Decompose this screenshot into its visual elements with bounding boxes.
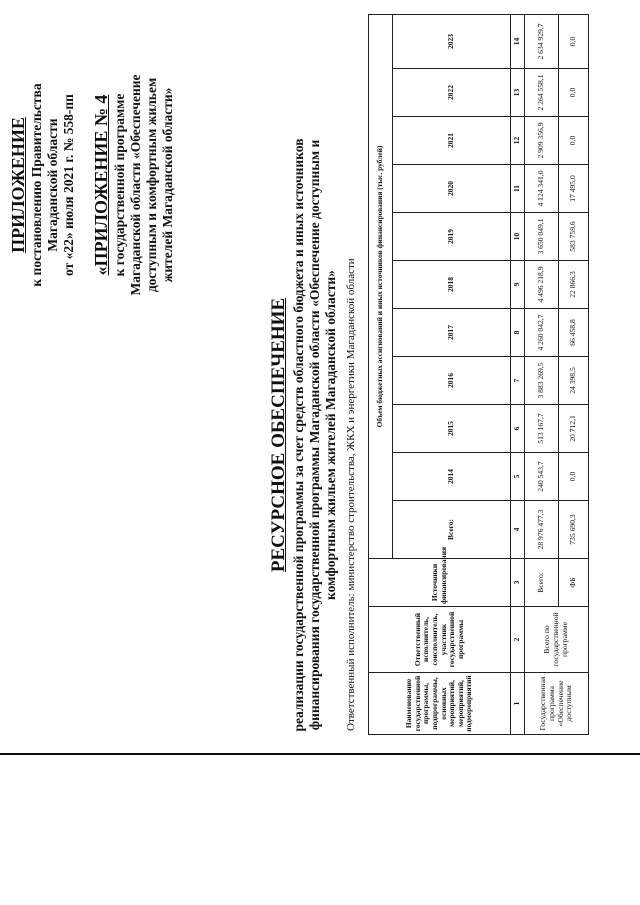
value-cell: 4 260 042,7 xyxy=(525,309,559,357)
column-number: 9 xyxy=(511,261,525,309)
responsible-executor: Ответственный исполнитель: министерство строительства, ЖКХ и энергетики Магаданской области xyxy=(345,258,357,731)
header-year: 2021 xyxy=(393,117,511,165)
value-cell: 3 883 269,5 xyxy=(525,357,559,405)
value-cell: 4 496 218,9 xyxy=(525,261,559,309)
source-cell: ФБ xyxy=(559,559,589,607)
resource-table xyxy=(368,14,589,735)
header-volume-cell: Объем бюджетных ассигнований и иных источников финансирования (тыс. рублей) xyxy=(369,15,393,559)
column-number: 1 xyxy=(511,673,525,735)
header-year: 2022 xyxy=(393,69,511,117)
value-cell: 24 398,5 xyxy=(559,357,589,405)
column-number: 8 xyxy=(511,309,525,357)
value-cell: 4 124 341,0 xyxy=(525,165,559,213)
value-cell: 17 495,0 xyxy=(559,165,589,213)
appendix-number: «ПРИЛОЖЕНИЕ № 4 xyxy=(91,94,111,276)
header-year: 2016 xyxy=(393,357,511,405)
header-year: 2014 xyxy=(393,453,511,501)
value-cell: 2 634 929,7 xyxy=(525,15,559,69)
value-cell: 0,0 xyxy=(559,117,589,165)
header-name-cell: Наименование государственной программы, подпрограммы, основных мероприятий, мероприятий, подмероприятий xyxy=(369,673,511,735)
value-cell: 240 543,7 xyxy=(525,453,559,501)
header-year: 2015 xyxy=(393,405,511,453)
source-cell: Всего: xyxy=(525,559,559,607)
header-year: 2023 xyxy=(393,15,511,69)
executor-cell: Всего по государственной программе xyxy=(525,607,589,673)
column-number: 11 xyxy=(511,165,525,213)
value-cell: 583 759,6 xyxy=(559,213,589,261)
column-number: 3 xyxy=(511,559,525,607)
column-number: 13 xyxy=(511,69,525,117)
title-sub-1: реализации государственной программы за счет средств областного бюджета и иных источников xyxy=(290,138,306,732)
column-number: 7 xyxy=(511,357,525,405)
value-cell: 20 712,1 xyxy=(559,405,589,453)
value-cell: 3 650 049,1 xyxy=(525,213,559,261)
column-number: 10 xyxy=(511,213,525,261)
value-cell: 0,0 xyxy=(559,453,589,501)
header-year: 2019 xyxy=(393,213,511,261)
resolution-region-line: Магаданской области xyxy=(45,118,61,252)
column-number: 12 xyxy=(511,117,525,165)
header-source-cell: Источники финансирования xyxy=(369,559,511,607)
header-year: 2018 xyxy=(393,261,511,309)
title-main: РЕСУРСНОЕ ОБЕСПЕЧЕНИЕ xyxy=(268,297,289,573)
header-executor-cell: Ответственный исполнитель, соисполнитель, участник государственной программы xyxy=(369,607,511,673)
program-ref-line-1: к государственной программе xyxy=(112,93,128,277)
resolution-ref-line: к постановлению Правительства xyxy=(29,83,45,287)
header-year: 2017 xyxy=(393,309,511,357)
header-year: 2020 xyxy=(393,165,511,213)
column-number: 6 xyxy=(511,405,525,453)
program-ref-line-2: Магаданской области «Обеспечение xyxy=(128,74,144,296)
resolution-date-line: от «22» июля 2021 г. № 558-пп xyxy=(61,94,77,276)
value-cell: 735 690,3 xyxy=(559,501,589,559)
value-cell: 66 458,8 xyxy=(559,309,589,357)
title-sub-3: комфортным жильем жителей Магаданской области» xyxy=(323,270,339,600)
header-total-cell: Всего: xyxy=(393,501,511,559)
program-ref-line-3: доступным и комфортным жильем xyxy=(144,77,160,293)
value-cell: 2 909 356,9 xyxy=(525,117,559,165)
program-name-cell: Государственная программа «Обеспечение доступным xyxy=(525,673,589,735)
value-cell: 0,0 xyxy=(559,69,589,117)
column-number: 4 xyxy=(511,501,525,559)
document-title xyxy=(268,25,339,845)
appendix-label: ПРИЛОЖЕНИЕ xyxy=(8,117,28,253)
column-number: 5 xyxy=(511,453,525,501)
title-sub-2: финансирования государственной программы Магаданской области «Обеспечение доступным и xyxy=(306,139,322,731)
appendix-header xyxy=(8,25,176,345)
value-cell: 2 264 558,1 xyxy=(525,69,559,117)
column-number: 2 xyxy=(511,607,525,673)
column-number: 14 xyxy=(511,15,525,69)
value-cell: 22 866,3 xyxy=(559,261,589,309)
program-ref-line-4: жителей Магаданской области» xyxy=(160,87,175,283)
value-cell: 513 167,7 xyxy=(525,405,559,453)
value-cell: 0,0 xyxy=(559,15,589,69)
value-cell: 28 976 477,3 xyxy=(525,501,559,559)
